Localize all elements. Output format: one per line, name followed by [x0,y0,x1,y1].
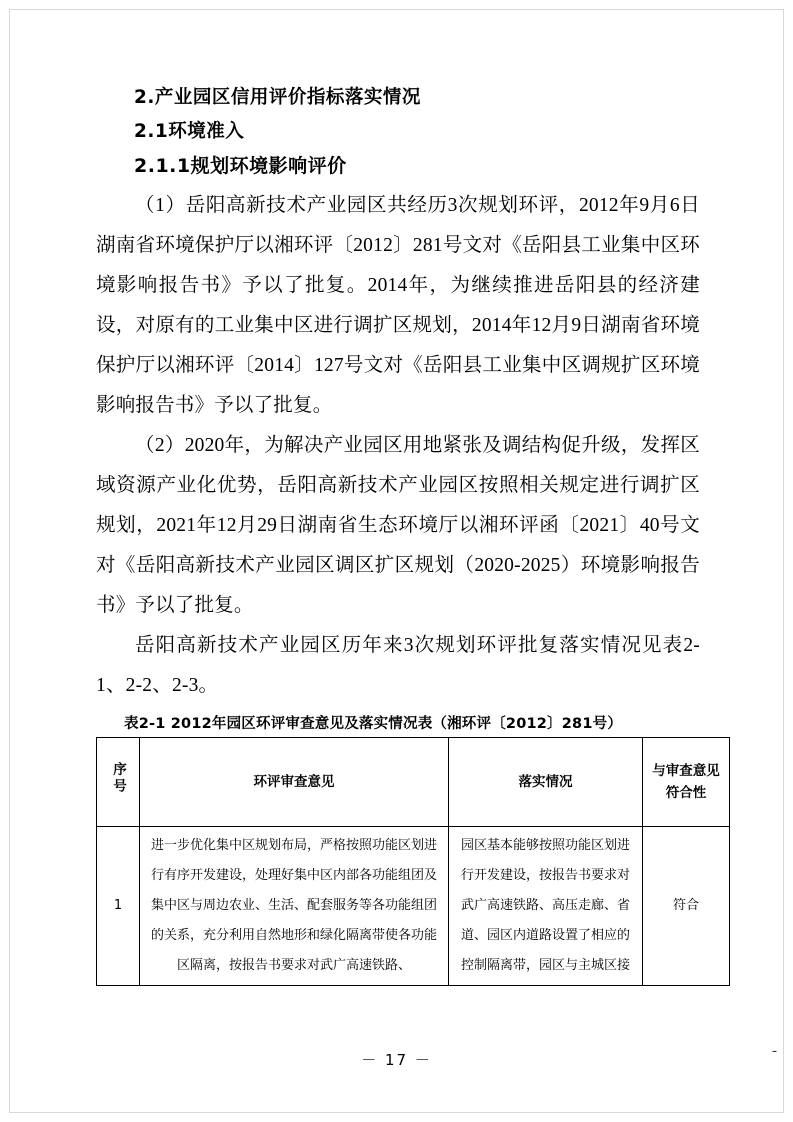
heading-section-2: 2.产业园区信用评价指标落实情况 [134,87,421,108]
column-header-conformity: 与审查意见符合性 [643,738,730,827]
corner-mark: - [772,1043,777,1059]
paragraph-3: 岳阳高新技术产业园区历年来3次规划环评批复落实情况见表2-1、2-2、2-3。 [96,635,700,696]
paragraph-2: （2）2020年，为解决产业园区用地紧张及调结构促升级，发挥区域资源产业化优势，岳阳高新技术产业园区按照相关规定进行调扩区规划，2021年12月29日湖南省生态环境厅以湘环评函〔2021〕40号文对《岳阳高新技术产业园区调区扩区规划（2020-2025）环境影响报告书》予以了批复。 [96,435,700,616]
page-content [96,84,720,986]
table-header-row [97,738,730,827]
cell-implementation: 园区基本能够按照功能区划进行开发建设，按报告书要求对武广高速铁路、高压走廊、省道、园区内道路设置了相应的控制隔离带，园区与主城区接 [449,827,643,986]
cell-conformity: 符合 [643,827,730,986]
review-opinions-table [96,737,730,986]
cell-row-no: 1 [97,827,140,986]
heading-section-2-1-1: 2.1.1规划环境影响评价 [134,154,347,177]
column-header-opinion: 环评审查意见 [140,738,449,827]
table-caption: 表2-1 2012年园区环评审查意见及落实情况表（湘环评〔2012〕281号） [124,716,623,732]
paragraph-1: （1）岳阳高新技术产业园区共经历3次规划环评，2012年9月6日湖南省环境保护厅以湘环评〔2012〕281号文对《岳阳县工业集中区环境影响报告书》予以了批复。2014年，为继续推进岳阳县的经济建设，对原有的工业集中区进行调扩区规划，2014年12月9日湖南省环境保护厅以湘环评〔2014〕127号文对《岳阳县工业集中区调规扩区环境影响报告书》予以了批复。 [96,195,700,416]
column-header-no [97,738,140,827]
cell-opinion: 进一步优化集中区规划布局，严格按照功能区划进行有序开发建设，处理好集中区内部各功能组团及集中区与周边农业、生活、配套服务等各功能组团的关系，充分利用自然地形和绿化隔离带使各功能区隔离，按报告书要求对武广高速铁路、 [140,827,449,986]
column-header-implementation: 落实情况 [449,738,643,827]
heading-section-2-1: 2.1环境准入 [134,120,245,142]
column-header-no-label: 序号 [110,762,126,795]
page-number: － 17 － [361,1051,432,1069]
table-row [97,827,730,986]
